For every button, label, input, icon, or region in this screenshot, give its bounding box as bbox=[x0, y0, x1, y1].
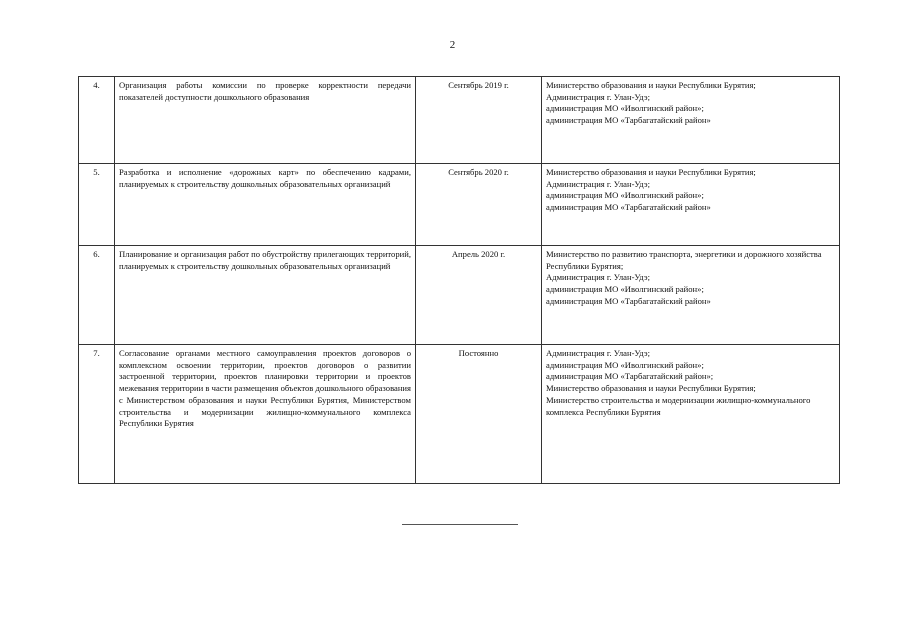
responsible-line: Министерство образования и науки Республики Бурятия; bbox=[546, 167, 756, 177]
deadline-cell: Постоянно bbox=[416, 345, 542, 484]
table-row bbox=[79, 164, 840, 246]
table-row bbox=[79, 345, 840, 484]
footer-divider bbox=[402, 524, 518, 525]
task-cell: Планирование и организация работ по обустройству прилегающих территорий, планируемых к строительству дошкольных образовательных организаций bbox=[115, 246, 416, 345]
row-number: 7. bbox=[79, 345, 115, 484]
task-cell: Согласование органами местного самоуправления проектов договоров о комплексном освоении территории, проектов договоров о развитии застроенной территории, проектов планировки территории и проектов межевания территории в части размещения объектов дошкольного образования с Министерством образования и науки Республики Бурятия, Министерством строительства и модернизации жилищно-коммунального комплекса Республики Бурятия bbox=[115, 345, 416, 484]
table-row bbox=[79, 246, 840, 345]
row-number: 6. bbox=[79, 246, 115, 345]
task-cell: Организация работы комиссии по проверке корректности передачи показателей доступности дошкольного образования bbox=[115, 77, 416, 164]
table-row bbox=[79, 77, 840, 164]
responsible-line: администрация МО «Иволгинский район»; bbox=[546, 190, 704, 201]
deadline-cell: Апрель 2020 г. bbox=[416, 246, 542, 345]
responsible-line: Министерство строительства и модернизации жилищно-коммунального комплекса Республики Бурятия bbox=[546, 394, 811, 417]
responsible-cell bbox=[542, 246, 840, 345]
row-number: 5. bbox=[79, 164, 115, 246]
task-cell: Разработка и исполнение «дорожных карт» по обеспечению кадрами, планируемых к строительству дошкольных образовательных организаций bbox=[115, 164, 416, 246]
responsible-line: администрация МО «Тарбагатайский район»; bbox=[546, 371, 714, 382]
responsible-line: Администрация г. Улан-Удэ; bbox=[546, 348, 650, 358]
responsible-line: администрация МО «Иволгинский район»; bbox=[546, 359, 704, 370]
responsible-line: администрация МО «Тарбагатайский район» bbox=[546, 295, 711, 306]
deadline-cell: Сентябрь 2020 г. bbox=[416, 164, 542, 246]
responsible-line: Министерство образования и науки Республики Бурятия; bbox=[546, 80, 756, 90]
responsible-cell bbox=[542, 77, 840, 164]
row-number: 4. bbox=[79, 77, 115, 164]
responsible-line: администрация МО «Тарбагатайский район» bbox=[546, 115, 711, 126]
responsible-line: администрация МО «Иволгинский район»; bbox=[546, 284, 704, 295]
responsible-line: Администрация г. Улан-Удэ; bbox=[546, 91, 650, 102]
responsible-line: администрация МО «Тарбагатайский район» bbox=[546, 202, 711, 213]
deadline-cell: Сентябрь 2019 г. bbox=[416, 77, 542, 164]
responsible-cell bbox=[542, 164, 840, 246]
responsible-line: Администрация г. Улан-Удэ; bbox=[546, 272, 650, 283]
plan-table bbox=[78, 76, 840, 484]
responsible-cell bbox=[542, 345, 840, 484]
responsible-line: Министерство по развитию транспорта, энергетики и дорожного хозяйства Республики Бурятия; bbox=[546, 249, 822, 271]
responsible-line: Министерство образования и науки Республики Бурятия; bbox=[546, 383, 756, 394]
responsible-line: администрация МО «Иволгинский район»; bbox=[546, 103, 704, 114]
responsible-line: Администрация г. Улан-Удэ; bbox=[546, 178, 650, 189]
page-number: 2 bbox=[449, 39, 456, 51]
